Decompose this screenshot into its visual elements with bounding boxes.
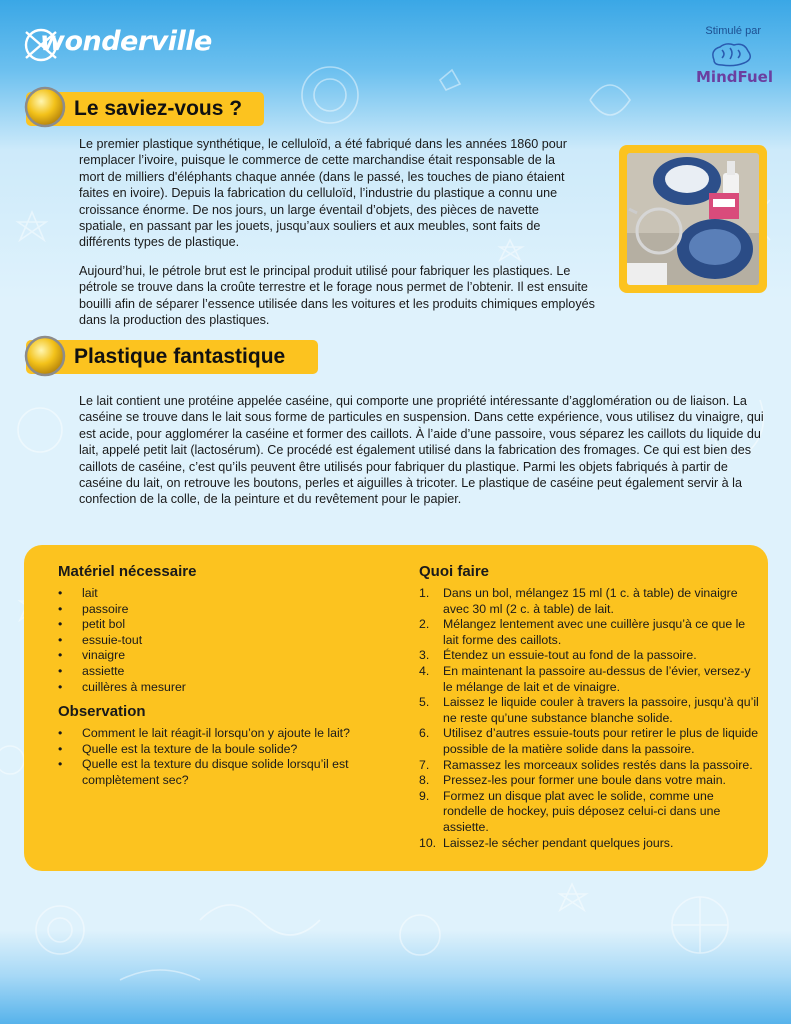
step-number: 6. (419, 726, 430, 741)
step-item (419, 836, 759, 852)
step-number: 7. (419, 757, 430, 772)
observation-heading: Observation (58, 703, 146, 720)
section-title-plastique-fantastique: Plastique fantastique (26, 340, 318, 374)
sponsor-name: MindFuel (696, 68, 773, 86)
step-text: Formez un disque plat avec le solide, comme une rondelle de hockey, puis déposez celui-ci dans une assiette. (443, 788, 721, 834)
step-text: Laissez le liquide couler à travers la passoire, jusqu’à qu’il ne reste qu’une substance blanche solide. (443, 695, 759, 725)
list-item: • Quelle est la texture du disque solide lorsqu’il est complètement sec? (58, 757, 374, 788)
step-text: Laissez-le sécher pendant quelques jours. (443, 835, 674, 850)
list-item: • Comment le lait réagit-il lorsqu’on y ajoute le lait? (58, 726, 374, 742)
step-number: 2. (419, 617, 430, 632)
step-number: 8. (419, 773, 430, 788)
brain-icon (708, 42, 754, 68)
steps-heading: Quoi faire (419, 563, 490, 580)
list-item: • cuillères à mesurer (58, 680, 378, 696)
step-number: 9. (419, 788, 430, 803)
step-text: En maintenant la passoire au-dessus de l’évier, versez-y le mélange de lait et de vinaigre. (443, 663, 751, 694)
step-text: Mélangez lentement avec une cuillère jusqu’à ce que le lait forme des caillots. (443, 617, 746, 647)
logo-text: wonderville (40, 26, 212, 57)
step-text: Ramassez les morceaux solides restés dans la passoire. (443, 757, 753, 772)
intro-paragraph-2: Aujourd’hui, le pétrole brut est le principal produit utilisé pour fabriquer les plastiques. Le pétrole se trouve dans la croûte terrestre et le forage nous permet de l’obtenir. Il est ensuite bouilli afin de séparer l’essence utilisée dans les voitures et les produits chimiques employés dans la production des plastiques. (79, 264, 595, 328)
step-item (419, 586, 759, 617)
step-item (419, 648, 759, 664)
step-item (419, 789, 759, 836)
materials-heading: Matériel nécessaire (58, 563, 197, 580)
list-item: • passoire (58, 602, 378, 618)
intro-paragraph-1: Le premier plastique synthétique, le celluloïd, a été fabriqué dans les années 1860 pour remplacer l’ivoire, puisque le commerce de cette marchandise était responsable de la mort de milliers d'éléphants chaque année (dans le passé, les touches de piano étaient faites en ivoire). Depuis la fabrication du celluloïd, l’industrie du plastique a connu une croissance énorme. De nos jours, un large éventail d’objets, des pièces de navette spatiale, en passant par les jouets, jusqu’aux souliers et aux meubles, sont faits de différents types de plastique. (79, 137, 567, 250)
step-text: Étendez un essuie-tout au fond de la passoire. (443, 648, 697, 663)
casein-paragraph: Le lait contient une protéine appelée caséine, qui comporte une propriété intéressante d’agglomération ou de liaison. La caséine se trouve dans le lait sous forme de particules en suspension. Dans cette expérience, vous utilisez du vinaigre, qui est acide, pour agglomérer la caséine et former des caillots. À l’aide d’une passoire, vous séparez les caillots du liquide du lait, appelé petit lait (lactosérum). Ce procédé est également utilisé dans la fabrication des fromages. Ce qui est bien des caillots de caséine, c’est qu’ils peuvent être utilisés pour fabriquer du plastique. Parmi les objets fabriqués à partir de caséine du lait, on retrouve les boutons, perles et aiguilles à tricoter. Le plastique de caséine peut également servir à la confection de la colle, de la peinture et du revêtement pour le papier. (79, 394, 764, 507)
step-number: 10. (419, 835, 437, 850)
observation-list (58, 726, 374, 788)
experiment-photo (619, 145, 767, 293)
sponsor-label: Stimulé par (705, 25, 761, 37)
gold-orb-icon (24, 335, 66, 377)
step-text: Utilisez d’autres essuie-touts pour retirer le plus de liquide possible de la matière solide dans la passoire. (443, 726, 759, 756)
step-item (419, 773, 759, 789)
list-item: • essuie-tout (58, 633, 378, 649)
steps-list (419, 586, 759, 851)
step-text: Pressez-les pour former une boule dans votre main. (443, 773, 726, 788)
step-number: 5. (419, 695, 430, 710)
step-number: 3. (419, 648, 430, 663)
section-title-le-saviez-vous: Le saviez-vous ? (26, 92, 264, 126)
list-item: • lait (58, 586, 378, 602)
step-number: 1. (419, 586, 430, 600)
list-item: • vinaigre (58, 648, 378, 664)
bowls-photo-illustration (627, 153, 759, 285)
step-text: Dans un bol, mélangez 15 ml (1 c. à table) de vinaigre avec 30 ml (2 c. à table) de lait. (443, 586, 738, 616)
list-item: • assiette (58, 664, 378, 680)
list-item: • Quelle est la texture de la boule solide? (58, 742, 374, 758)
step-item (419, 617, 759, 648)
list-item: • petit bol (58, 617, 378, 633)
step-item (419, 758, 759, 774)
step-item (419, 726, 759, 757)
step-number: 4. (419, 663, 430, 678)
gold-orb-icon (24, 86, 66, 128)
step-item (419, 664, 759, 695)
materials-list (58, 586, 378, 695)
step-item (419, 695, 759, 726)
